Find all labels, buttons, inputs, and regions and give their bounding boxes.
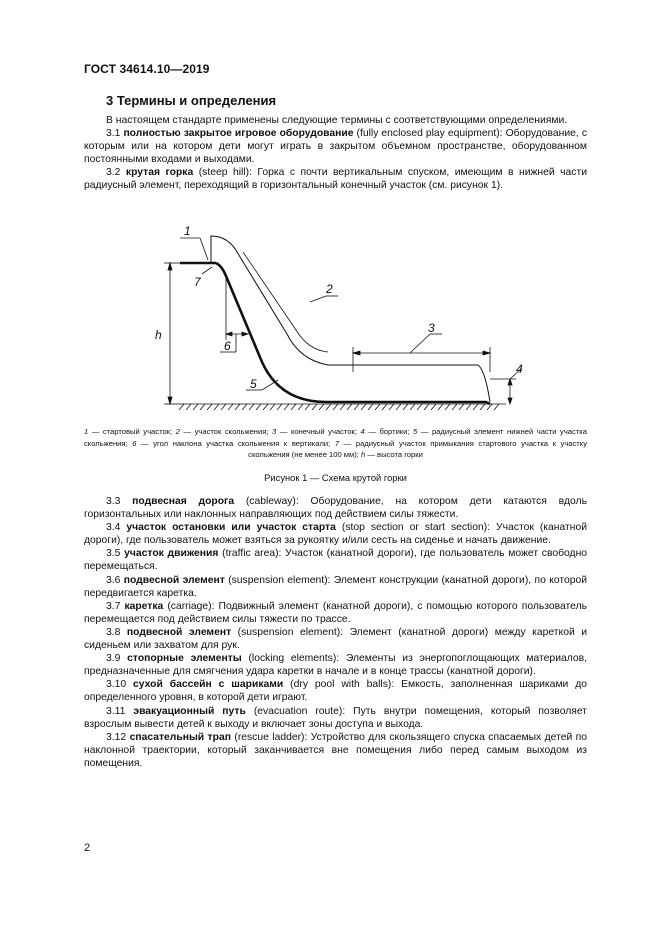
hatch-mark (340, 404, 345, 410)
term-3-1: 3.1 полностью закрытое игровое оборудование (fully enclosed play equipment): Оборудование, с которым или на котором дети могут играть в закрытом объемном пространстве, оборудованном постоянными входами и выходами. (84, 128, 588, 166)
hatch-mark (445, 404, 450, 410)
document-code: ГОСТ 34614.10—2019 (84, 62, 210, 76)
hatch-mark (431, 404, 436, 410)
hatch-mark (396, 404, 401, 410)
term-3-8: 3.8 подвесной элемент (suspension element): Элемент (канатной дороги) между кареткой и сиденьем или захватом для рук. (84, 626, 588, 652)
hatch-mark (424, 404, 429, 410)
term-3-2: 3.2 крутая горка (steep hill): Горка с почти вертикальным спуском, имеющим в нижней части радиусный элемент, переходящий в горизонтальный конечный участок (см. рисунок 1). (84, 167, 587, 192)
hatch-mark (438, 404, 443, 410)
hatch-mark (305, 404, 310, 410)
height-dimension (164, 263, 180, 404)
hatch-mark (221, 404, 226, 410)
label-7: 7 (194, 275, 201, 289)
label-4: 4 (516, 362, 523, 376)
intro-paragraph: В настоящем стандарте применены следующие термины с соответствующими определениями. (106, 115, 568, 126)
ground-hatch (179, 404, 506, 410)
hatch-mark (291, 404, 296, 410)
slide-side-edge (237, 252, 490, 402)
term-3-4: 3.4 участок остановки или участок старта (stop section or start section): Участок (канатной дороги), где пользователь может взяться за рукоятку и/или сесть на сиденье и начать движение. (84, 522, 588, 547)
hatch-mark (459, 404, 464, 410)
hatch-mark (347, 404, 352, 410)
hatch-mark (361, 404, 366, 410)
hatch-mark (333, 404, 338, 410)
hatch-mark (200, 404, 205, 410)
hatch-mark (326, 404, 331, 410)
hatch-mark (270, 404, 275, 410)
term-3-7: 3.7 каретка (carriage): Подвижный элемент (канатной дороги), с помощью которого пользователь перемещается под действием силы тяжести по трассе. (84, 600, 588, 625)
hatch-mark (242, 404, 247, 410)
term-3-11: 3.11 эвакуационный путь (evacuation route): Путь внутри помещения, который позволяет взрослым вывести детей к выходу и включает зоны доступа и выхода. (84, 705, 587, 730)
terms-block-bottom (84, 495, 587, 770)
hatch-mark (277, 404, 282, 410)
hatch-mark (207, 404, 212, 410)
hatch-mark (193, 404, 198, 410)
label-h: h (155, 328, 162, 342)
hatch-mark (256, 404, 261, 410)
label-6: 6 (224, 339, 231, 353)
hatch-mark (319, 404, 324, 410)
hatch-mark (298, 404, 303, 410)
hatch-mark (382, 404, 387, 410)
label-2: 2 (326, 282, 333, 296)
hatch-mark (410, 404, 415, 410)
term-3-6: 3.6 подвесной элемент (suspension element): Элемент конструкции (канатной дороги), по которой передвигается каретка. (84, 574, 588, 599)
hatch-mark (417, 404, 422, 410)
hatch-mark (494, 404, 499, 410)
hatch-mark (235, 404, 240, 410)
hatch-mark (284, 404, 289, 410)
hatch-mark (249, 404, 254, 410)
label-3: 3 (428, 321, 435, 335)
page-number: 2 (84, 842, 91, 854)
figure-title: Рисунок 1 — Схема крутой горки (264, 472, 407, 483)
hatch-mark (473, 404, 478, 410)
hatch-mark (354, 404, 359, 410)
hatch-mark (263, 404, 268, 410)
hatch-mark (228, 404, 233, 410)
term-3-10: 3.10 сухой бассейн с шариками (dry pool with balls): Емкость, заполненная шариками до определенного уровня, в которой дети играют. (84, 679, 588, 704)
side-wall-top (211, 236, 237, 263)
hatch-mark (389, 404, 394, 410)
steep-hill-diagram (140, 222, 523, 412)
figure-legend: 1 — стартовый участок; 2 — участок скольжения; 3 — конечный участок; 4 — бортики; 5 — радиусный элемент нижней части участка скольжения; 6 — угол наклона участка скольжения к вертикали; 7 — радиусный участок примыкания стартового участка к участку скольжения (не менее 100 мм); h — высота горки (84, 427, 587, 460)
hatch-mark (466, 404, 471, 410)
hatch-mark (403, 404, 408, 410)
term-3-12: 3.12 спасательный трап (rescue ladder): Устройство для скользящего спуска спасаемых детей по наклонной траектории, который заканчивается вне помещения либо перед самым выходом из помещения. (84, 731, 587, 769)
hatch-mark (186, 404, 191, 410)
term-3-3: 3.3 подвесная дорога (cableway): Оборудование, на котором дети катаются вдоль горизонтальных или наклонных направляющих под действием силы тяжести. (84, 496, 587, 521)
hatch-mark (368, 404, 373, 410)
hatch-mark (312, 404, 317, 410)
term-3-5: 3.5 участок движения (traffic area): Участок (канатной дороги), где пользователь может свободно перемещаться. (84, 548, 588, 573)
hatch-mark (452, 404, 457, 410)
slide-length-dimension (243, 252, 328, 352)
leader-7 (202, 267, 212, 274)
section-title: 3 Термины и определения (106, 93, 277, 108)
label-5: 5 (250, 377, 257, 391)
leader-2 (310, 296, 326, 302)
term-3-9: 3.9 стопорные элементы (locking elements): Элементы из энергопоглощающих материалов, предназначенные для смягчения удара каретки в начале и в конце трассы (канатной дороги). (84, 653, 587, 678)
hatch-mark (214, 404, 219, 410)
end-section-dimension (353, 334, 490, 372)
label-1: 1 (184, 224, 191, 238)
hatch-mark (375, 404, 380, 410)
hatch-mark (179, 404, 184, 410)
hatch-mark (480, 404, 485, 410)
terms-block-top (84, 114, 587, 193)
